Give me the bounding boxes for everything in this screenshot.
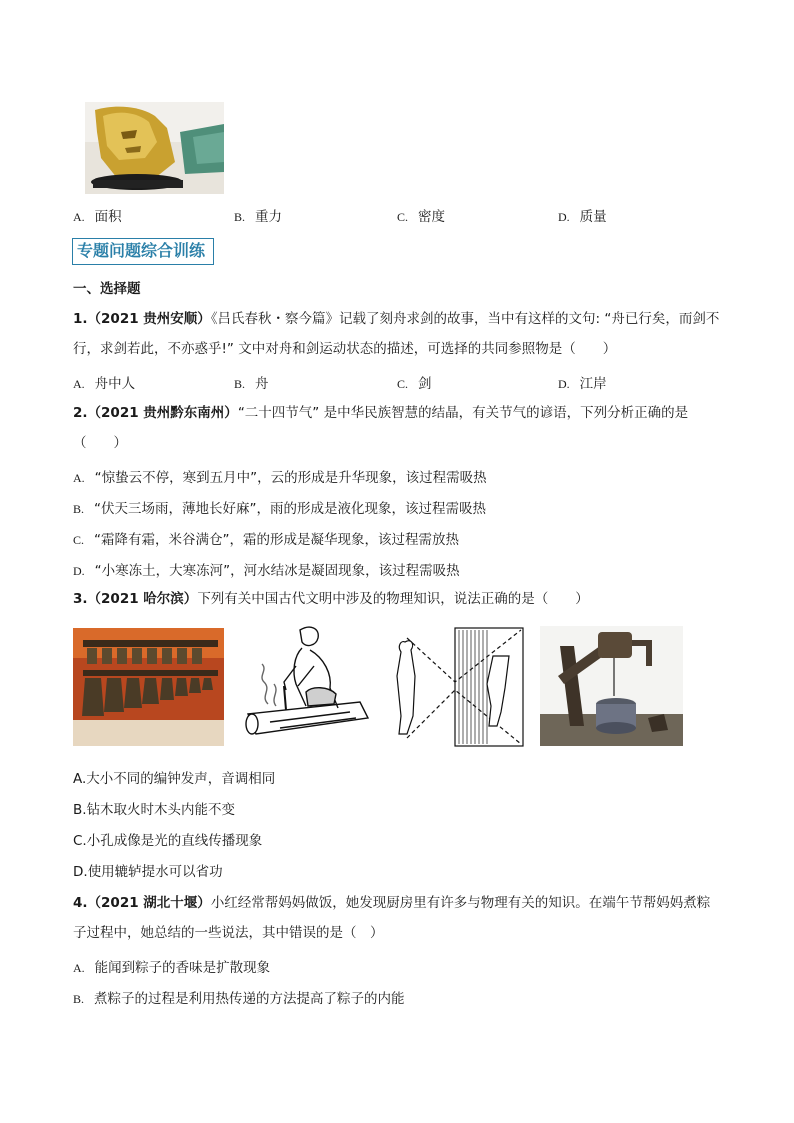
q1-option-d: D. 江岸 (558, 376, 607, 392)
q3-option-d: D.使用辘轳提水可以省功 (73, 864, 223, 880)
q3-option-a: A.大小不同的编钟发声，音调相同 (73, 771, 276, 787)
q4-option-b: B. 煮粽子的过程是利用热传递的方法提高了粽子的内能 (73, 991, 405, 1007)
question-1: 1.（2021 贵州安顺）《吕氏春秋・察今篇》记载了刻舟求剑的故事，当中有这样的文句: “舟已行矣，而剑不 (73, 311, 720, 327)
pinhole-imaging-diagram (385, 626, 525, 748)
question-3: 3.（2021 哈尔滨）下列有关中国古代文明中涉及的物理知识，说法正确的是（ ） (73, 591, 589, 607)
prev-option-c: C. 密度 (397, 209, 446, 225)
question-2: 2.（2021 贵州黔东南州）“二十四节气” 是中华民族智慧的结晶，有关节气的谚语，下列分析正确的是 (73, 405, 689, 421)
windlass-well-photo (540, 626, 683, 746)
q2-option-d: D. “小寒冻土，大寒冻河”，河水结冰是凝固现象，该过程需吸热 (73, 563, 460, 579)
question-1-line2: 行，求剑若此，不亦惑乎!” 文中对舟和剑运动状态的描述，可选择的共同参照物是（ ） (73, 341, 617, 357)
q3-option-b: B.钻木取火时木头内能不变 (73, 802, 236, 818)
q2-option-b: B. “伏天三场雨，薄地长好麻”，雨的形成是液化现象，该过程需吸热 (73, 501, 487, 517)
part-title: 一、选择题 (73, 281, 141, 297)
q1-option-b: B. 舟 (234, 376, 269, 392)
question-4-line2: 子过程中，她总结的一些说法，其中错误的是（ ） (73, 925, 384, 941)
prev-option-b: B. 重力 (234, 209, 283, 225)
section-title: 专题问题综合训练 (72, 238, 214, 265)
drilling-wood-fire-drawing (240, 622, 375, 748)
prev-option-d: D. 质量 (558, 209, 607, 225)
q1-option-c: C. 剑 (397, 376, 432, 392)
q1-option-a: A. 舟中人 (73, 376, 136, 392)
q4-option-a: A. 能闻到粽子的香味是扩散现象 (73, 960, 271, 976)
q3-option-c: C.小孔成像是光的直线传播现象 (73, 833, 263, 849)
gold-mask-photo (85, 102, 224, 194)
q2-option-c: C. “霜降有霜，米谷满仓”，霜的形成是凝华现象，该过程需放热 (73, 532, 460, 548)
q2-option-a: A. “惊蛰云不停，寒到五月中”，云的形成是升华现象，该过程需吸热 (73, 470, 487, 486)
question-4: 4.（2021 湖北十堰）小红经常帮妈妈做饭，她发现厨房里有许多与物理有关的知识。在端午节帮妈妈煮粽 (73, 895, 711, 911)
question-2-line2: （ ） (73, 435, 127, 451)
prev-option-a: A. 面积 (73, 209, 122, 225)
bianzhong-bells-photo (73, 628, 224, 746)
